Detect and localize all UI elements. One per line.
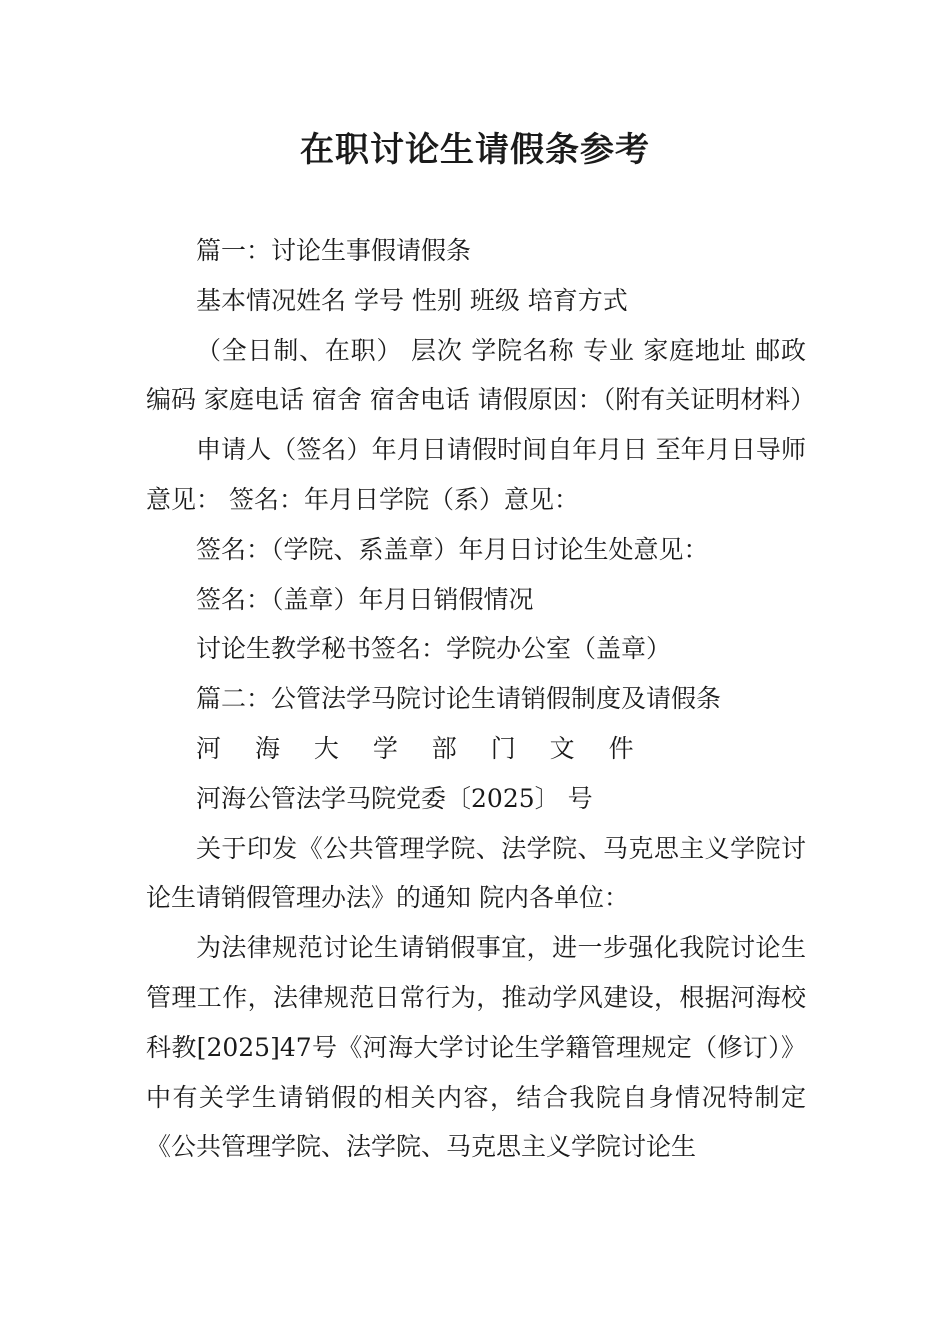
paragraph-applicant-signature: 申请人（签名）年月日请假时间自年月日 至年月日导师意见： 签名：年月日学院（系）意见： (146, 435, 806, 514)
paragraph-secretary-signature: 讨论生教学秘书签名：学院办公室（盖章） (196, 634, 672, 664)
document-title: 在职讨论生请假条参考 (300, 130, 650, 170)
paragraph-notice-title: 关于印发《公共管理学院、法学院、马克思主义学院讨论生请销假管理办法》的通知 院内各单位： (146, 833, 806, 913)
paragraph-section-two-heading: 篇二：公管法学马院讨论生请销假制度及请假条 (196, 684, 722, 714)
document-body (146, 226, 816, 1172)
paragraph-document-number: 河海公管法学马院党委〔2025〕 号 (196, 783, 593, 813)
paragraph-leave-cancel: 签名：（盖章）年月日销假情况 (196, 584, 534, 614)
paragraph-college-stamp: 签名：（学院、系盖章）年月日讨论生处意见： (196, 534, 709, 564)
paragraph-study-mode: （全日制、在职） 层次 学院名称 专业 家庭地址 邮政编码 家庭电话 宿舍 宿舍电话 请假原因：（附有关证明材料） (146, 335, 816, 415)
paragraph-section-one-heading: 篇一：讨论生事假请假条 (196, 236, 472, 265)
paragraph-notice-body: 为法律规范讨论生请销假事宜，进一步强化我院讨论生管理工作，法律规范日常行为，推动学风建设，根据河海校科教[2025]47号《河海大学讨论生学籍管理规定（修订）》中有关学生请销假的相关内容，结合我院自身情况特制定《公共管理学院、法学院、马克思主义学院讨论生 (146, 933, 806, 1162)
paragraph-basic-info: 基本情况姓名 学号 性别 班级 培育方式 (196, 285, 628, 315)
paragraph-department-header: 河 海 大 学 部 门 文 件 (196, 733, 647, 763)
